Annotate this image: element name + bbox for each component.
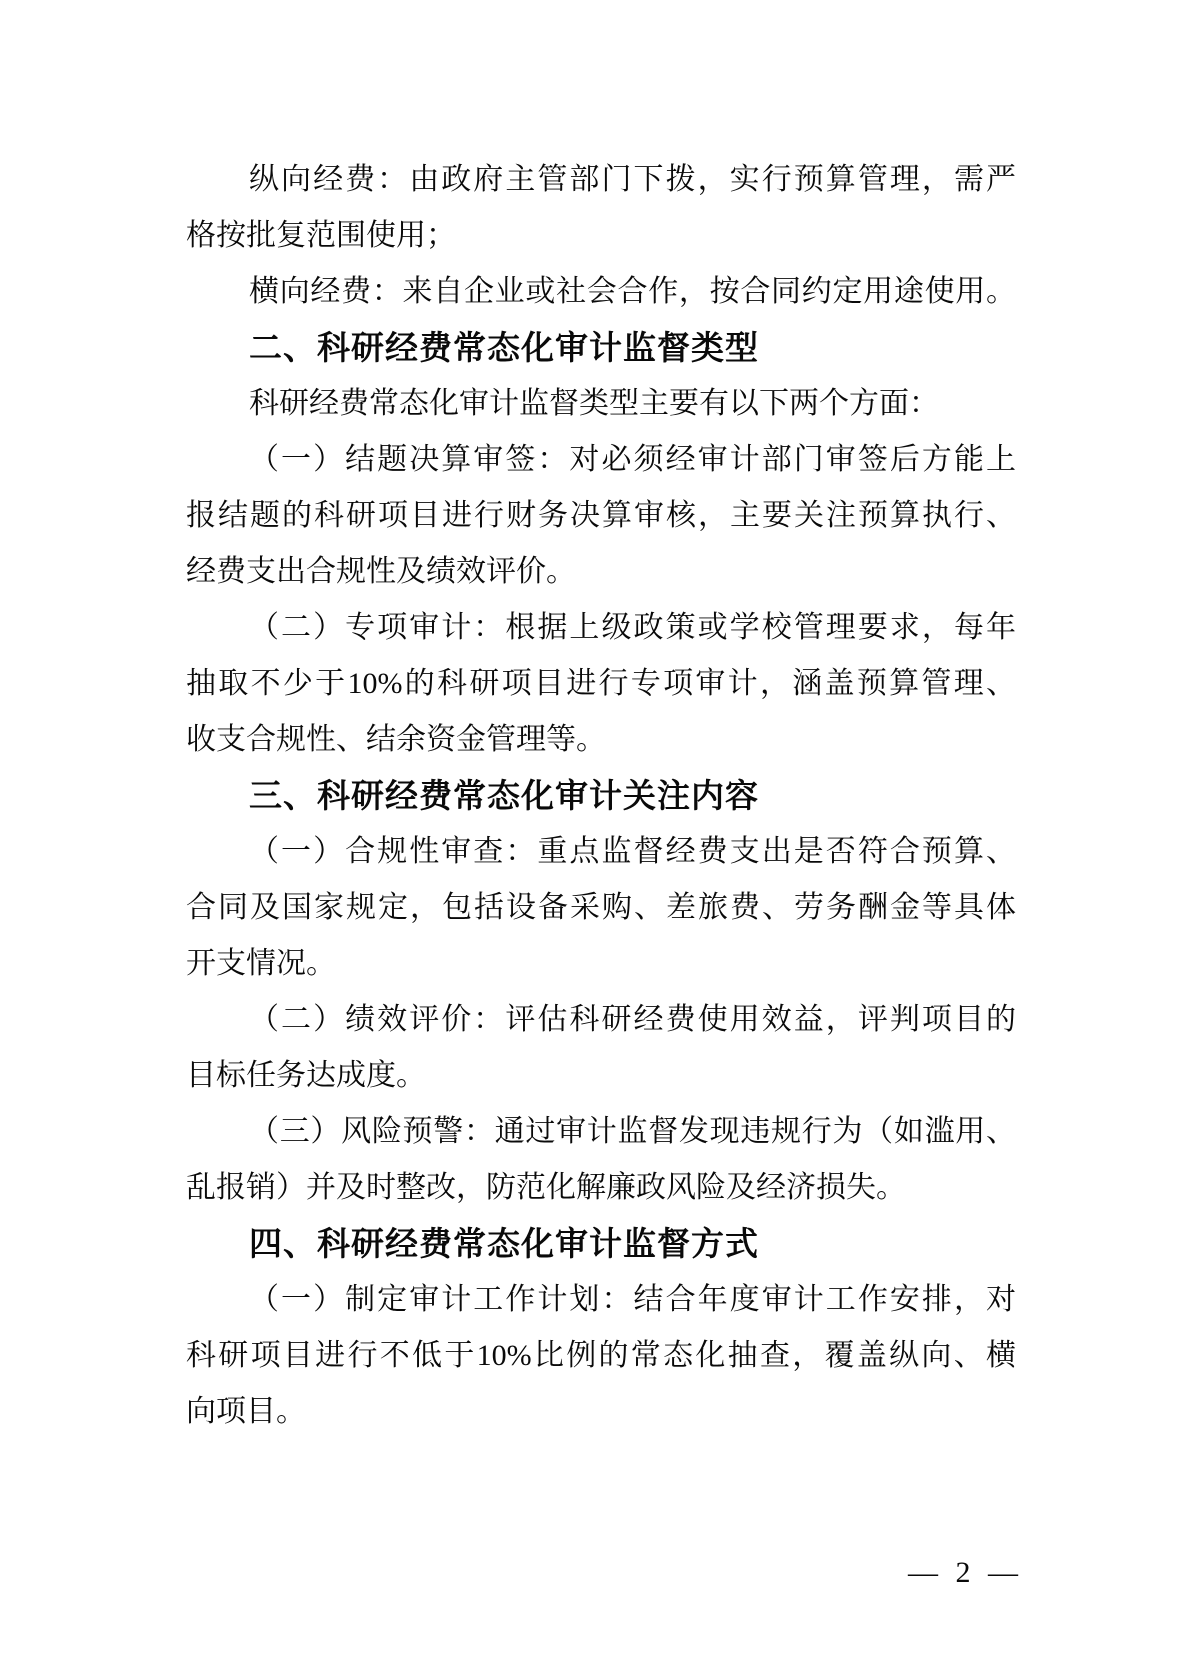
text-line: 横向经费：来自企业或社会合作，按合同约定用途使用。 [249, 275, 1016, 308]
page-number: — 2 — [908, 1556, 1018, 1589]
text-line: 抽取不少于10%的科研项目进行专项审计，涵盖预算管理、 [186, 667, 1016, 700]
text-line: 格按批复范围使用； [186, 219, 456, 252]
text-line: （二）专项审计：根据上级政策或学校管理要求，每年 [249, 611, 1016, 644]
text-line: （一）结题决算审签：对必须经审计部门审签后方能上 [249, 443, 1016, 476]
text-line: （一）制定审计工作计划：结合年度审计工作安排，对 [249, 1283, 1016, 1316]
text-line: 乱报销）并及时整改，防范化解廉政风险及经济损失。 [186, 1171, 906, 1204]
section-heading: 三、科研经费常态化审计关注内容 [249, 777, 759, 814]
text-line: 经费支出合规性及绩效评价。 [186, 555, 576, 588]
text-line: 纵向经费：由政府主管部门下拨，实行预算管理，需严 [249, 163, 1016, 196]
text-line: 开支情况。 [186, 947, 336, 980]
text-line: 科研经费常态化审计监督类型主要有以下两个方面： [249, 387, 939, 420]
text-line: 合同及国家规定，包括设备采购、差旅费、劳务酬金等具体 [186, 891, 1016, 924]
text-line: （三）风险预警：通过审计监督发现违规行为（如滥用、 [249, 1115, 1016, 1148]
document-body [186, 152, 1016, 1440]
section-heading: 四、科研经费常态化审计监督方式 [249, 1225, 759, 1262]
text-line: 报结题的科研项目进行财务决算审核，主要关注预算执行、 [186, 499, 1016, 532]
text-line: （一）合规性审查：重点监督经费支出是否符合预算、 [249, 835, 1016, 868]
section-heading: 二、科研经费常态化审计监督类型 [249, 329, 759, 366]
text-line: （二）绩效评价：评估科研经费使用效益，评判项目的 [249, 1003, 1016, 1036]
text-line: 向项目。 [186, 1395, 306, 1428]
text-line: 科研项目进行不低于10%比例的常态化抽查，覆盖纵向、横 [186, 1339, 1016, 1372]
text-line: 目标任务达成度。 [186, 1059, 426, 1092]
text-line: 收支合规性、结余资金管理等。 [186, 723, 606, 756]
